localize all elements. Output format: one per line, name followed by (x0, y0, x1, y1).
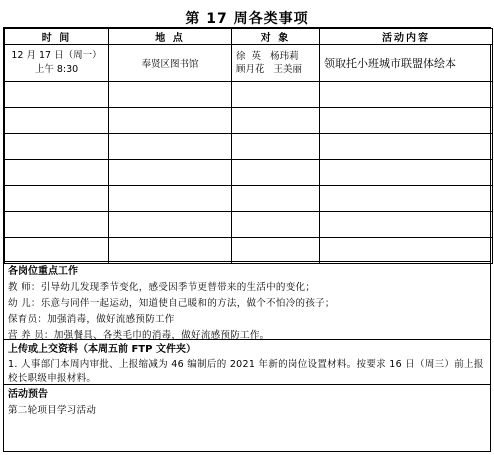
page-title: 第 17 周各类事项 (185, 11, 309, 27)
cell-place[interactable] (109, 82, 232, 108)
time-line-2: 上午 8:30 (34, 64, 79, 75)
header-who: 对 象 (232, 29, 320, 45)
table-row (5, 108, 493, 134)
preview-line: 第二轮项目学习活动 (8, 405, 97, 416)
cell-time[interactable] (5, 134, 109, 160)
table-row (5, 212, 493, 238)
who-line-2: 顾月花 王美丽 (236, 64, 303, 75)
cell-who[interactable] (232, 238, 320, 264)
uploads-line: 1. 人事部门本周内审批、上报缩减为 46 编制后的 2021 年新的岗位设置材料。按要求 16 日（周三）前上报校长职级申报材料。 (8, 359, 484, 384)
cell-activity[interactable] (320, 108, 493, 134)
cell-activity[interactable] (320, 238, 493, 264)
cell-place[interactable] (109, 160, 232, 186)
cell-activity[interactable] (320, 45, 493, 82)
header-row (5, 29, 493, 45)
cell-who[interactable] (232, 134, 320, 160)
cell-time[interactable] (5, 82, 109, 108)
activity-text: 领取托小班城市联盟体绘本 (324, 57, 456, 70)
cell-place[interactable] (109, 212, 232, 238)
schedule-frame (3, 27, 491, 452)
duties-line-teacher: 教 师：引导幼儿发现季节变化，感受因季节更替带来的生活中的变化； (8, 282, 316, 293)
duties-line-caregiver: 保育员：加强消毒，做好流感预防工作 (8, 314, 175, 325)
uploads-section (4, 339, 490, 384)
cell-time[interactable] (5, 238, 109, 264)
header-activity: 活动内容 (320, 29, 493, 45)
cell-place[interactable] (109, 186, 232, 212)
who-line-1: 徐 英 杨玮莉 (236, 51, 299, 62)
duties-line-children: 幼 儿：乐意与同伴一起运动，知道使自己暖和的方法，做个不怕冷的孩子； (8, 298, 335, 309)
cell-place[interactable] (109, 134, 232, 160)
cell-who[interactable] (232, 82, 320, 108)
duties-section (4, 261, 490, 339)
cell-activity[interactable] (320, 212, 493, 238)
preview-section (4, 384, 490, 453)
cell-time[interactable] (5, 212, 109, 238)
cell-who[interactable] (232, 45, 320, 82)
table-row (5, 82, 493, 108)
duties-heading: 各岗位重点工作 (8, 266, 78, 277)
cell-who[interactable] (232, 212, 320, 238)
cell-place[interactable] (109, 108, 232, 134)
cell-activity[interactable] (320, 186, 493, 212)
table-row (5, 45, 493, 82)
cell-time[interactable] (5, 45, 109, 82)
cell-activity[interactable] (320, 82, 493, 108)
place-text: 奉贤区图书馆 (141, 59, 199, 70)
header-time: 时 间 (5, 29, 109, 45)
cell-who[interactable] (232, 160, 320, 186)
schedule-table (4, 28, 493, 264)
table-row (5, 186, 493, 212)
cell-time[interactable] (5, 186, 109, 212)
cell-place[interactable] (109, 238, 232, 264)
table-row (5, 134, 493, 160)
cell-place[interactable] (109, 45, 232, 82)
uploads-heading: 上传或上交资料（本周五前 FTP 文件夹） (8, 344, 196, 355)
preview-heading: 活动预告 (8, 389, 48, 400)
cell-who[interactable] (232, 108, 320, 134)
time-line-1: 12 月 17 日（周一） (11, 50, 102, 61)
header-place: 地 点 (109, 29, 232, 45)
cell-time[interactable] (5, 108, 109, 134)
cell-who[interactable] (232, 186, 320, 212)
table-row (5, 160, 493, 186)
cell-time[interactable] (5, 160, 109, 186)
duties-line-nutrition: 营 养 员：加强餐具、各类毛巾的消毒，做好流感预防工作。 (8, 330, 270, 341)
table-row (5, 238, 493, 264)
cell-activity[interactable] (320, 160, 493, 186)
cell-activity[interactable] (320, 134, 493, 160)
